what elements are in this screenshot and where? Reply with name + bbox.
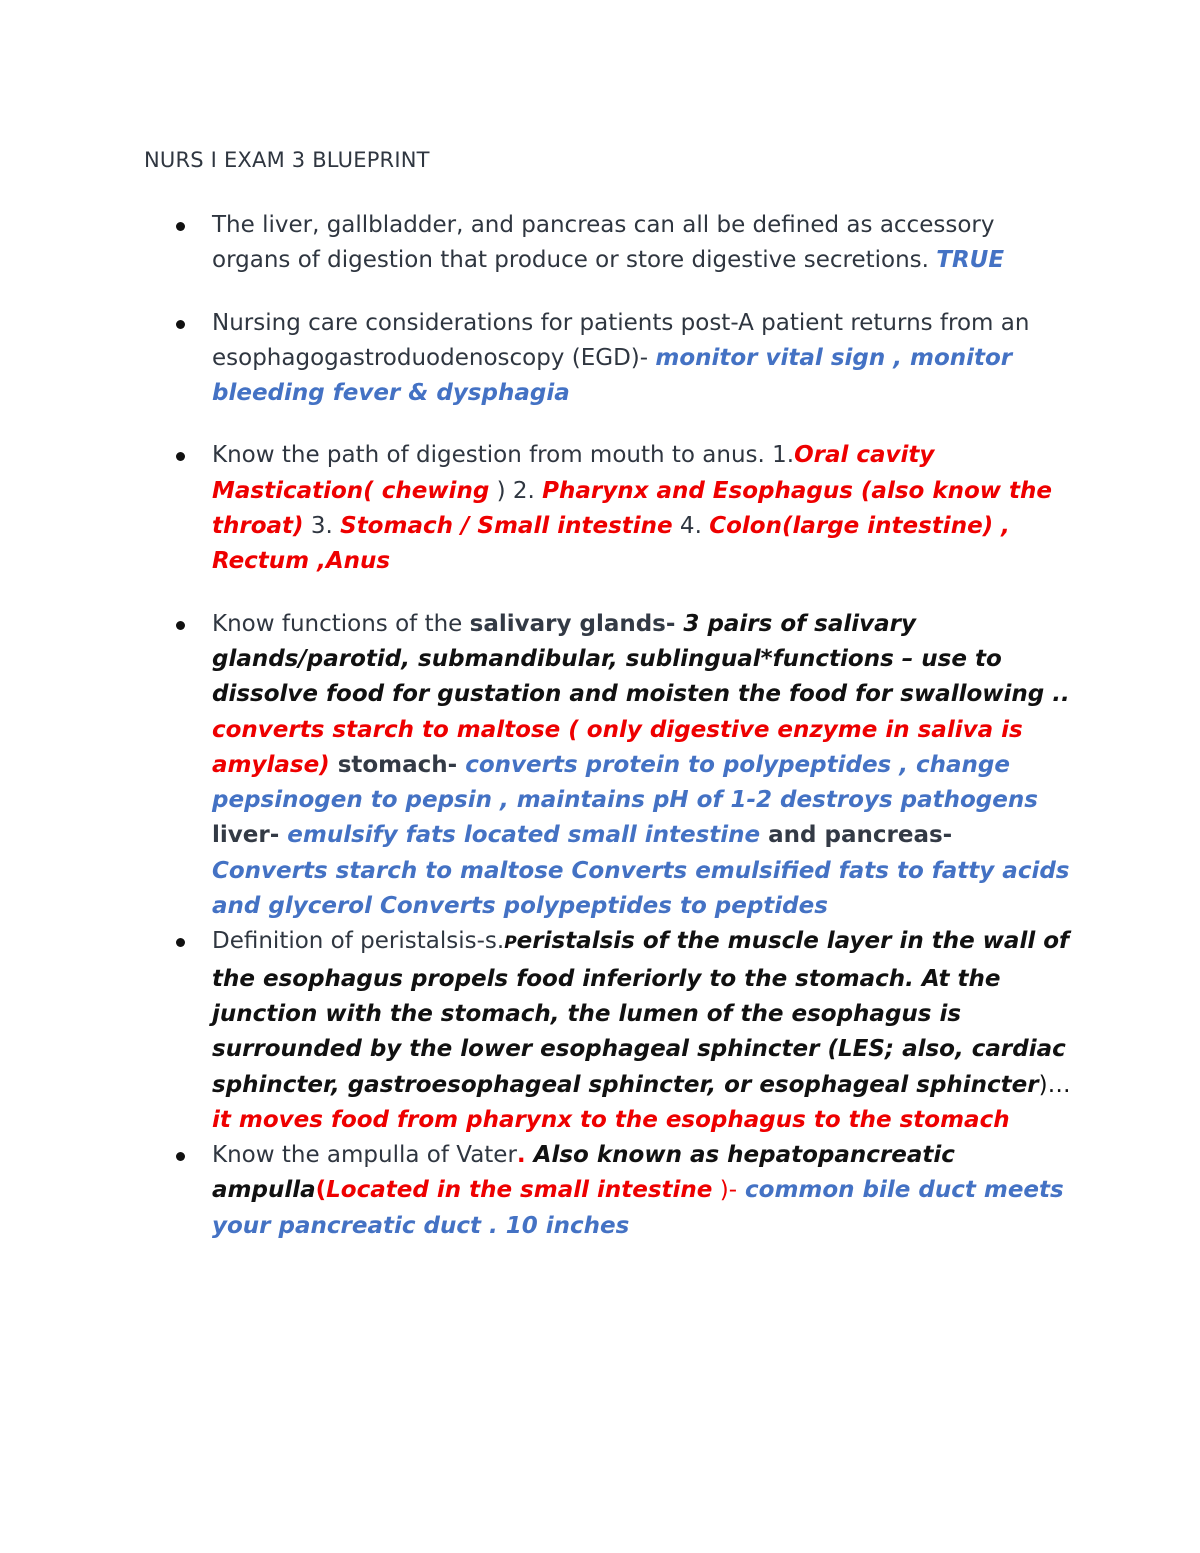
question-text: The liver, gallbladder, and pancreas can all be defined as accessory organs of digestion that produce or store digestive secretions. [212, 212, 995, 274]
list-item [144, 306, 1074, 412]
stomach-label: stomach- [329, 751, 458, 778]
salivary-description: 3 pairs of salivary glands/parotid, submandibular, sublingual*functions – use to dissolve food for gustation and moisten the food for swallowing .. [212, 610, 1070, 708]
p-letter: P [504, 933, 517, 954]
question-text: Nursing care considerations for patients post-A patient returns from an esophagogastroduodenoscopy (EGD)- [212, 309, 1030, 371]
list-item [144, 208, 1074, 279]
answer-text: TRUE [936, 247, 1005, 274]
question-text: Definition of peristalsis-s. [212, 928, 505, 955]
answer-text: common bile duct meets your pancreatic duct . 10 inches [212, 1177, 1064, 1239]
pancreas-label: and pancreas- [760, 822, 953, 849]
location-text: Located in the small intestine [326, 1177, 713, 1204]
document-title: NURS I EXAM 3 BLUEPRINT [144, 148, 430, 172]
salivary-enzyme-note: converts starch to maltose ( only digestive enzyme in saliva is amylase) [212, 716, 1023, 778]
paren-open: ( [315, 1177, 327, 1204]
answer-text: monitor vital sign , monitor bleeding fever & dysphagia [212, 344, 1013, 407]
question-text: Know the path of digestion from mouth to anus. 1. [212, 442, 795, 469]
paren-close: )- [712, 1177, 737, 1204]
answer-text: Stomach / Small intestine [340, 513, 673, 540]
list-item [144, 607, 1074, 925]
bullet-icon [176, 621, 185, 630]
step-number: ) 2. [489, 477, 543, 504]
blueprint-list [144, 208, 1074, 1244]
stomach-description: converts protein to polypeptides , change pepsinogen to pepsin , maintains pH of 1-2 destroys pathogens [212, 751, 1038, 814]
bullet-icon [176, 452, 185, 461]
list-item [144, 438, 1074, 579]
answer-text: it moves food from pharynx to the esophagus to the stomach [212, 1106, 1010, 1133]
period: . [516, 1142, 526, 1169]
answer-text: Oral cavity Mastication( chewing [212, 442, 935, 504]
liver-label: liver- [212, 822, 280, 849]
bullet-icon [176, 222, 185, 231]
peristalsis-description: eristalsis of the muscle layer in the wall of the esophagus propels food inferiorly to the stomach. At the junction with the stomach, the lumen of the esophagus is surrounded by the lower esophageal sphincter (LES; also, cardiac sphincter, gastroesophageal sphincter, or esophageal sphincter [212, 928, 1070, 1098]
question-text: Know functions of the [212, 610, 470, 637]
liver-description: emulsify fats located small intestine [279, 822, 761, 849]
bullet-icon [176, 938, 185, 947]
step-number: 3. [303, 513, 341, 540]
ampulla-description: Also known as hepatopancreatic ampulla [212, 1142, 955, 1204]
salivary-label: salivary glands- [469, 610, 676, 637]
bullet-icon [176, 320, 185, 329]
bullet-icon [176, 1152, 185, 1161]
list-item [144, 924, 1074, 1138]
question-text: Know the ampulla of Vater [212, 1142, 517, 1169]
closing-paren: )… [1038, 1071, 1071, 1098]
answer-text: Pharynx and Esophagus (also know the throat) [212, 477, 1053, 540]
pancreas-description: Converts starch to maltose Converts emulsified fats to fatty acids and glycerol Converts polypeptides to peptides [212, 857, 1070, 920]
step-number: 4. [672, 513, 710, 540]
list-item [144, 1138, 1074, 1244]
answer-text: Colon(large intestine) , Rectum ,Anus [212, 513, 1010, 575]
